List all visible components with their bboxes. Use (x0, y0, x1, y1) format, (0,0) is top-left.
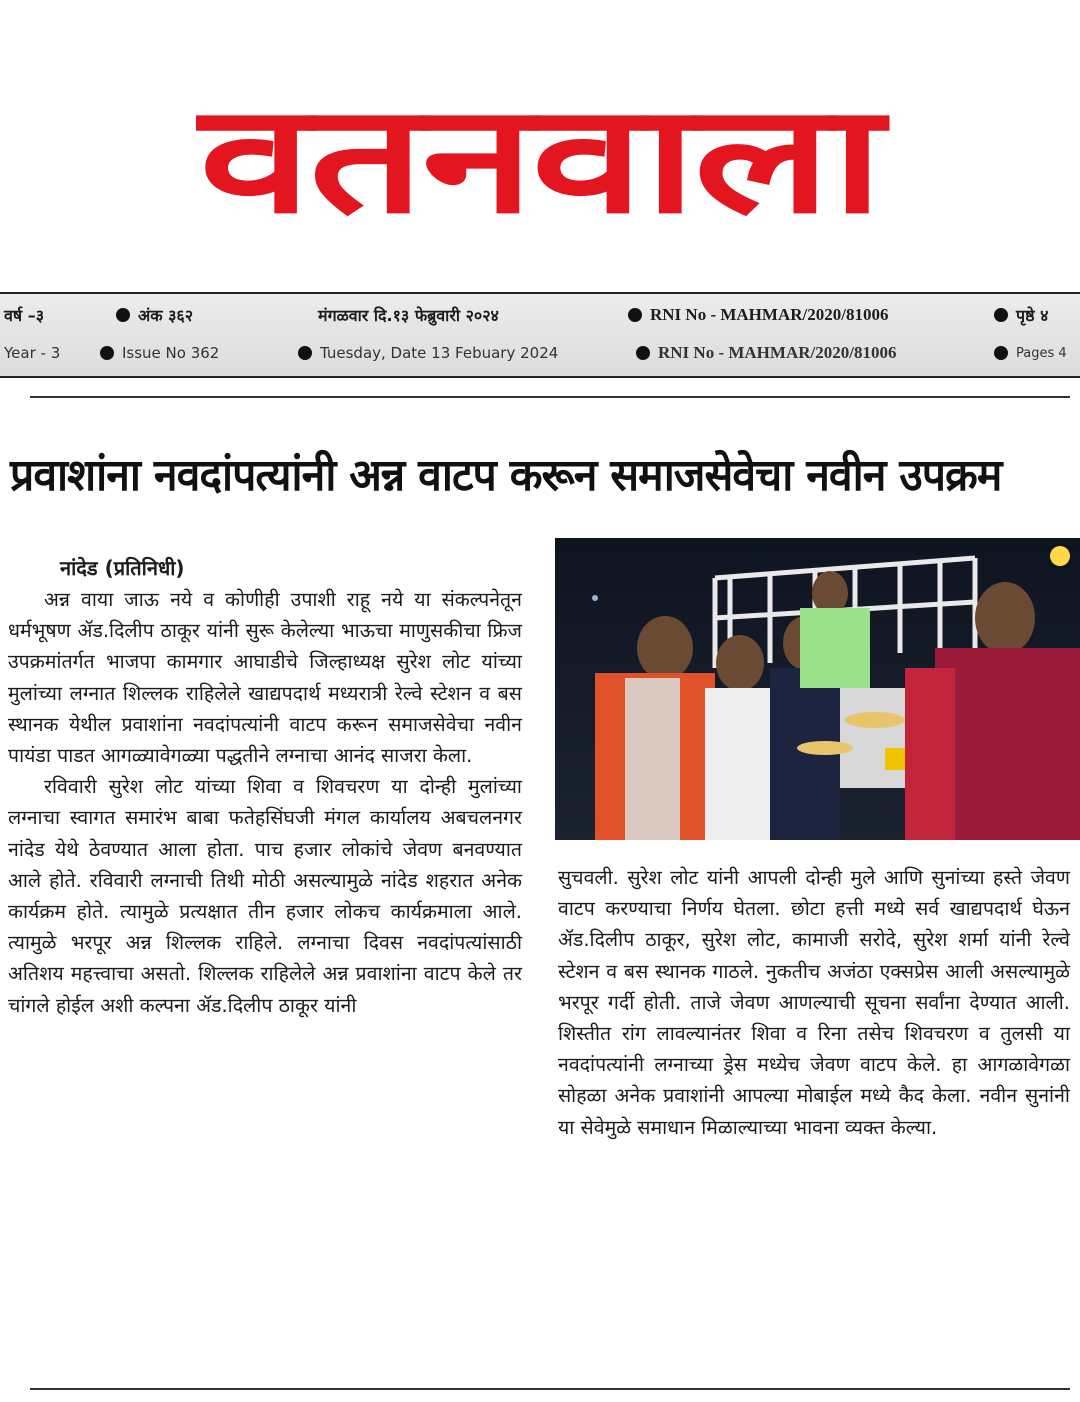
bullet-icon (100, 346, 114, 360)
date-label: मंगळवार दि.१३ फेब्रुवारी २०२४ (318, 306, 499, 325)
pages-text: पृष्ठे ४ (1016, 306, 1049, 325)
article-paragraph: अन्न वाया जाऊ नये व कोणीही उपाशी राहू नये या संकल्पनेतून धर्मभूषण ॲड.दिलीप ठाकूर यांनी सुरू केलेल्या भाऊचा माणुसकीचा फ्रिज उपक्रमांतर्गत भाजपा कामगार आघाडीचे जिल्हाध्यक्ष सुरेश लोट यांच्या मुलांच्या लग्नात शिल्लक राहिलेले खाद्यपदार्थ मध्यरात्री रेल्वे स्टेशन व बस स्थानक येथील प्रवाशांना नवदांपत्यांनी वाटप करून समाजसेवेचा नवीन पायंडा पाडत आगळ्यावेगळ्या पद्धतीने लग्नाचा आनंद साजरा केला. (8, 588, 522, 768)
dateline-bar (0, 292, 1080, 378)
issue-label-en (100, 344, 219, 362)
rni-label (628, 305, 888, 325)
issue-label (116, 304, 193, 326)
rni-label-en (636, 343, 896, 363)
rni-text: RNI No - MAHMAR/2020/81006 (650, 305, 889, 324)
article-column-left (8, 552, 522, 1021)
newspaper-logo: वतनवाला (199, 73, 881, 247)
dateline-row-marathi (0, 296, 1080, 334)
masthead (0, 0, 1080, 290)
date-label-en (298, 344, 558, 362)
article-headline: प्रवाशांना नवदांपत्यांनी अन्न वाटप करून समाजसेवेचा नवीन उपक्रम (10, 450, 1002, 501)
pages-label (994, 304, 1048, 326)
pages-text-en: Pages 4 (1016, 345, 1067, 361)
pages-label-en (994, 346, 1067, 361)
news-photo (555, 538, 1080, 840)
bullet-icon (636, 346, 650, 360)
issue-text-en: Issue No 362 (122, 344, 220, 362)
divider (30, 396, 1070, 398)
bullet-icon (628, 308, 642, 322)
article-paragraph: रविवारी सुरेश लोट यांच्या शिवा व शिवचरण या दोन्ही मुलांच्या लग्नाचा स्वागत समारंभ बाबा फतेहसिंघजी मंगल कार्यालय अबचलनगर नांदेड येथे ठेवण्यात आला होता. पाच हजार लोकांचे जेवण बनवण्यात आले होते. रविवारी लग्नाची तिथी मोठी असल्यामुळे नांदेड शहरात अनेक कार्यक्रम होते. त्यामुळे प्रत्यक्षात तीन हजार लोकच कार्यक्रमाला आले. त्यामुळे भरपूर अन्न शिल्लक राहिले. लग्नाचा दिवस नवदांपत्यांसाठी अतिशय महत्त्वाचा असतो. शिल्लक राहिलेले अन्न प्रवाशांना वाटप केले तर चांगले होईल अशी कल्पना ॲड.दिलीप ठाकूर यांनी (8, 775, 522, 1017)
rni-text-en: RNI No - MAHMAR/2020/81006 (658, 343, 897, 362)
divider (30, 1388, 1070, 1390)
photo-illustration (555, 538, 1080, 840)
bullet-icon (298, 346, 312, 360)
article-paragraph: सुचवली. सुरेश लोट यांनी आपली दोन्ही मुले आणि सुनांच्या हस्ते जेवण वाटप करण्याचा निर्णय घेतला. छोटा हत्ती मध्ये सर्व खाद्यपदार्थ घेऊन ॲड.दिलीप ठाकूर, सुरेश लोट, कामाजी सरोदे, सुरेश शर्मा यांनी रेल्वे स्टेशन व बस स्थानक गाठले. नुकतीच अजंठा एक्सप्रेस आली असल्यामुळे भरपूर गर्दी होती. ताजे जेवण आणल्याची सूचना सर्वांना देण्यात आली. शिस्तीत रांग लावल्यानंतर शिवा व रिना तसेच शिवचरण व तुलसी या नवदांपत्यांनी लग्नाच्या ड्रेस मध्येच जेवण वाटप केले. हा आगळावेगळा सोहळा अनेक प्रवाशांनी आपल्या मोबाईल मध्ये कैद केला. नवीन सुनांनी या सेवेमुळे समाधान मिळाल्याच्या भावना व्यक्त केल्या. (558, 866, 1070, 1139)
year-label: वर्ष –३ (4, 306, 45, 325)
dateline-row-english (0, 334, 1080, 372)
byline: नांदेड (प्रतिनिधी) (60, 556, 185, 580)
article-column-right (558, 862, 1070, 1143)
bullet-icon (116, 308, 130, 322)
bullet-icon (994, 308, 1008, 322)
bullet-icon (994, 346, 1008, 360)
issue-text: अंक ३६२ (138, 306, 194, 325)
year-label-en: Year - 3 (4, 344, 61, 362)
date-text-en: Tuesday, Date 13 Febuary 2024 (320, 344, 559, 362)
